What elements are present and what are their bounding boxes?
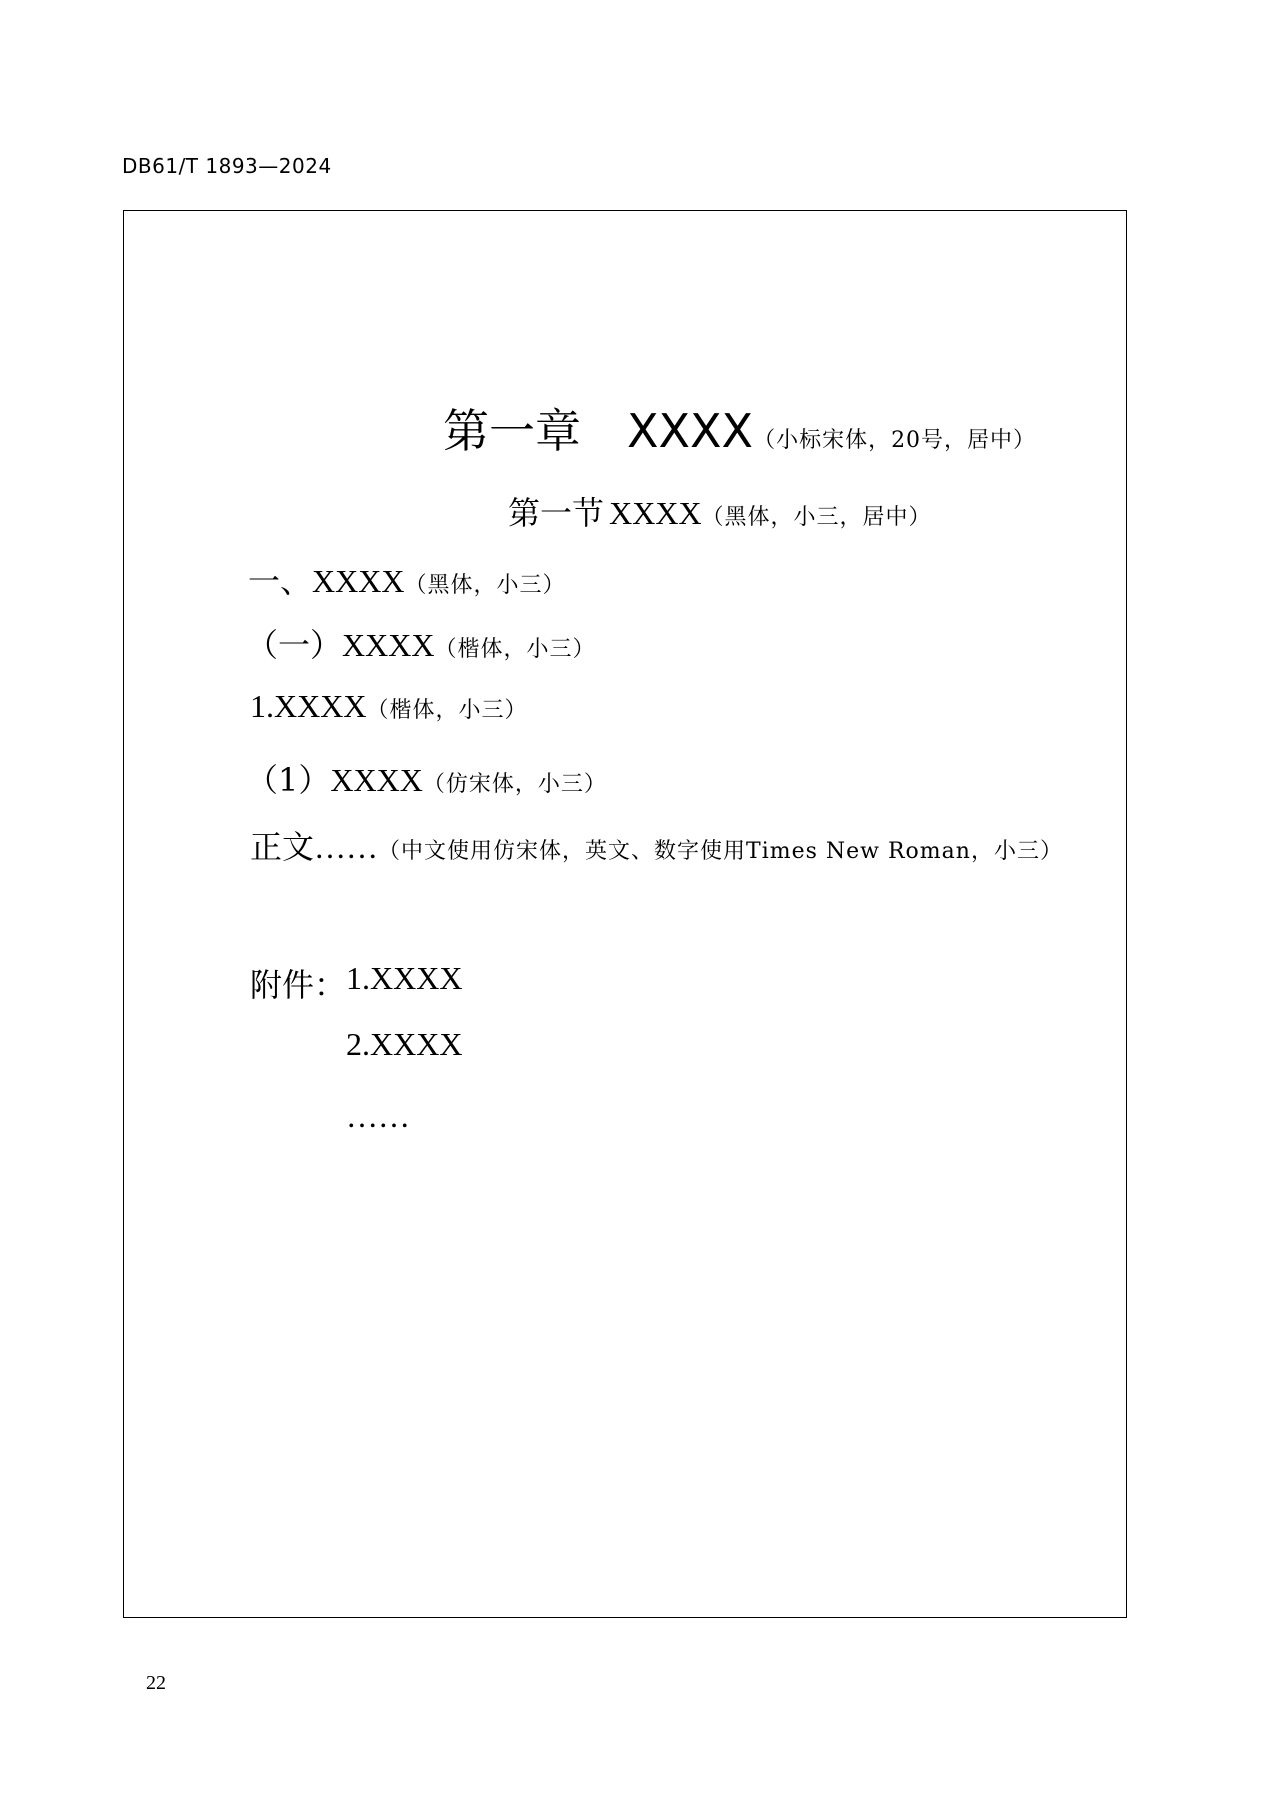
attachment-item: 1.XXXX: [346, 960, 463, 996]
heading-level-2: [246, 620, 595, 666]
chapter-note: （小标宋体，20号，居中）: [753, 428, 1037, 453]
heading3-note: （楷体，小三）: [366, 698, 528, 723]
attachment-item: ……: [346, 1098, 410, 1134]
page-number: 22: [146, 1672, 166, 1694]
section-title: 第一节: [508, 494, 605, 532]
section-note: （黑体，小三，居中）: [701, 505, 932, 530]
standard-code: DB61/T 1893—2024: [122, 154, 332, 178]
heading3-text: 1.XXXX: [250, 688, 367, 724]
body-text-line: [250, 822, 1063, 868]
section-heading: [508, 488, 932, 534]
heading-level-3: [250, 688, 527, 725]
section-x: XXXX: [609, 495, 702, 531]
heading-level-4: [246, 755, 607, 801]
heading-level-1: [248, 556, 565, 602]
heading1-prefix: 一、: [248, 562, 313, 600]
heading1-text: XXXX: [312, 563, 405, 599]
heading2-note: （楷体，小三）: [434, 637, 596, 662]
body-note: （中文使用仿宋体，英文、数字使用Times New Roman，小三）: [378, 839, 1063, 864]
attachment-item: 2.XXXX: [346, 1026, 463, 1062]
heading1-note: （黑体，小三）: [404, 573, 566, 598]
attachments-label: 附件：: [250, 966, 347, 1004]
body-label: 正文: [250, 828, 315, 866]
heading4-prefix: （1）: [246, 761, 331, 799]
heading2-prefix: （一）: [246, 626, 343, 664]
heading4-note: （仿宋体，小三）: [422, 772, 607, 797]
chapter-title: 第一章 XXXX: [443, 404, 754, 458]
chapter-heading: [443, 395, 1036, 461]
body-dots: ……: [314, 829, 379, 865]
heading4-text: XXXX: [330, 762, 423, 798]
heading2-text: XXXX: [342, 627, 435, 663]
